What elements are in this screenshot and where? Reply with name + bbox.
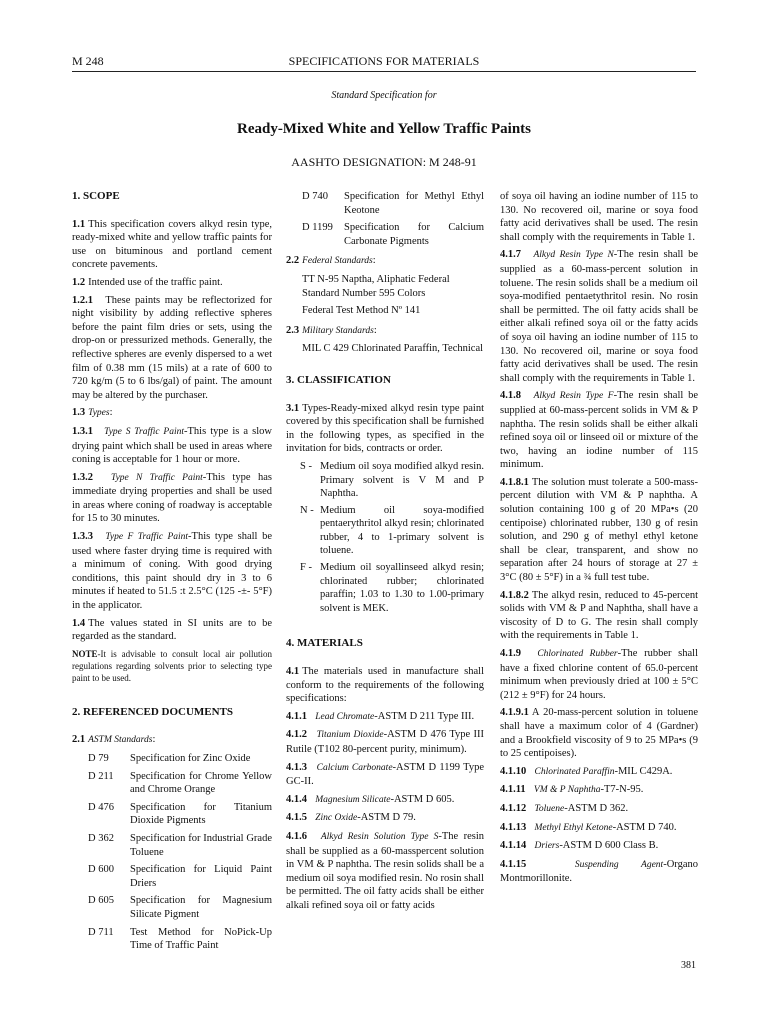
- reference-item: D 362 Specification for Industrial Grade Toluene: [88, 832, 272, 858]
- paragraph-4-1-5: 4.1.5 Zinc Oxide-ASTM D 79.: [286, 812, 416, 824]
- reference-item: D 211 Specification for Chrome Yellow and Chrome Orange: [88, 770, 272, 796]
- note: NOTE-It is advisable to consult local air pollution regulations regarding solvents prior to selecting type paint to be used.: [72, 648, 272, 683]
- header-rule: [72, 71, 696, 72]
- reference-item: D 740 Specification for Methyl Ethyl Keotone: [302, 191, 484, 216]
- reference-item: D 711 Test Method for NoPick-Up Time of Traffic Paint: [88, 926, 272, 952]
- paragraph-1-2: 1.2 Intended use of the traffic paint.: [72, 276, 223, 288]
- paragraph-4-1-2: 4.1.2 Titanium Dioxide-ASTM D 476 Type III Rutile (T102 80-percent purity, minimum).: [286, 729, 484, 755]
- paragraph-2-1: 2.1 ASTM Standards:: [72, 734, 156, 746]
- reference-item: D 79 Specification for Zinc Oxide: [88, 753, 251, 764]
- section-heading-referenced-documents: 2. REFERENCED DOCUMENTS: [72, 705, 234, 718]
- paragraph-4-1-1: 4.1.1 Lead Chromate-ASTM D 211 Type III.: [286, 710, 475, 722]
- paragraph-4-1-13: 4.1.13 Methyl Ethyl Ketone-ASTM D 740.: [500, 821, 677, 833]
- kicker-text: Standard Specification for: [331, 90, 437, 101]
- military-standards-list: [302, 342, 484, 356]
- column-3: [500, 190, 698, 890]
- section-heading-materials: 4. MATERIALS: [286, 637, 363, 650]
- paragraph-1-1: 1.1 This specification covers alkyd resin type, ready-mixed white and yellow traffic paints for use on bituminous and portland cement concrete pavements.: [72, 218, 272, 271]
- reference-item: D 1199 Specification for Calcium Carbonate Pigments: [302, 222, 484, 247]
- standard-code: M 248: [72, 54, 104, 68]
- type-item: N - Medium oil soya-modified pentaerythritol alkyd resin; chlorinated rubber, 4 to 1-primary solvent is toluene.: [300, 504, 484, 557]
- document-title: Ready-Mixed White and Yellow Traffic Paints: [236, 121, 532, 137]
- paragraph-4-1-8: 4.1.8 Alkyd Resin Type F-The resin shall be supplied at 60-mass-percent solids in VM & P naphtha. The resin solids shall be either alkali refined soya oil or linseed oil or mixture of the two, having an iodine number of 115 minimum.: [500, 390, 699, 471]
- running-title: SPECIFICATIONS FOR MATERIALS: [288, 54, 480, 68]
- paragraph-4-1: 4.1 The materials used in manufacture shall conform to the requirements of the following specifications:: [286, 666, 484, 705]
- column-1: [72, 190, 272, 959]
- paragraph-4-1-9-1: 4.1.9.1 A 20-mass-percent solution in toluene shall have a maximum color of 4 (Gardner) and a Brookfield viscosity of 9 to 25 MPa•s (9 to 25 centipoises).: [500, 707, 698, 760]
- paragraph-continued: of soya oil having an iodine number of 115 to 130. No recovered oil, marine or soya food fatty acid derivatives shall be used. The resin shall comply with the requirements in Table 1.: [500, 191, 698, 243]
- paragraph-3-1: 3.1 Types-Ready-mixed alkyd resin type paint covered by this specification shall be furnished in the following types, as specified in the invitation for bids, contracts or order.: [286, 402, 484, 455]
- paragraph-4-1-8-1: 4.1.8.1 The solution must tolerate a 500-mass-percent dilution with VM & P naphtha. A solution containing 100 g of 20 MPa•s (20 centipoise) chlorinated rubber, 130 g of resin solution, and 290 g of methyl ethyl ketone shall be clear, transparent, and show no separation after 24 hours of storage at 27 ± 3°C (80 ± 5°F) in a ¾ full test tube.: [500, 476, 698, 584]
- paragraph-4-1-10: 4.1.10 Chlorinated Paraffin-MIL C429A.: [500, 765, 673, 777]
- paragraph-1-3: 1.3 Types:: [72, 407, 113, 419]
- paragraph-1-4: 1.4 The values stated in SI units are to be regarded as the standard.: [72, 617, 272, 643]
- paragraph-4-1-8-2: 4.1.8.2 The alkyd resin, reduced to 45-percent solids with VM & P and Naphtha, shall have a viscosity of D to G. The resin shall comply with the requirements in Table 1.: [500, 589, 698, 642]
- paint-types-list: [300, 460, 484, 616]
- reference-item: D 605 Specification for Magnesium Silicate Pigment: [88, 895, 272, 920]
- paragraph-1-3-2: 1.3.2 Type N Traffic Paint-This type has immediate drying properties and shall be used in areas where coning of roadway is acceptable for 15 to 30 minutes.: [72, 471, 272, 525]
- paragraph-1-2-1: 1.2.1 These paints may be reflectorized for night visibility by adding reflective spheres before the paint film dries or sets, using the drop-on or pressurized methods. Generally, the reflective spheres are evenly dispersed to a wet film of 0.38 mm (15 mils) at a rate of 600 to 720 kg/m (5 to 6 lbs/gal) of paint. The amount may be altered by the purchaser.: [72, 294, 272, 401]
- section-heading-classification: 3. CLASSIFICATION: [286, 373, 391, 386]
- column-2: [286, 190, 484, 917]
- reference-item: D 476 Specification for Titanium Dioxide Pigments: [88, 801, 272, 827]
- paragraph-4-1-15: 4.1.15 Suspending Agent-Organo Montmorillonite.: [500, 858, 698, 885]
- federal-standard-item: Federal Test Method Nº 141: [302, 305, 421, 317]
- paragraph-4-1-14: 4.1.14 Driers-ASTM D 600 Class B.: [500, 840, 659, 852]
- paragraph-1-3-3: 1.3.3 Type F Traffic Paint-This type shall be used where faster drying time is required with a minimum of coning. With good drying conditions, this paint should dry in 3 to 6 minutes if heated to 51.5 :t 2.5°C (125 -±- 5°F) in the applicator.: [72, 531, 273, 612]
- astm-standards-list: [88, 752, 272, 953]
- paragraph-1-3-1: 1.3.1 Type S Traffic Paint-This type is a slow drying paint which shall be used in areas where coning is acceptable for 1 hour or more.: [72, 425, 272, 466]
- paragraph-4-1-9: 4.1.9 Chlorinated Rubber-The rubber shall have a fixed chlorine content of 65.0-percent minimum when previously dried at 100 ± 5°C (212 ± 9°F) for 24 hours.: [500, 648, 698, 701]
- reference-item: D 600 Specification for Liquid Paint Driers: [88, 864, 272, 889]
- paragraph-4-1-12: 4.1.12 Toluene-ASTM D 362.: [500, 802, 629, 814]
- paragraph-4-1-3: 4.1.3 Calcium Carbonate-ASTM D 1199 Type GC-II.: [286, 761, 485, 788]
- paragraph-4-1-6: 4.1.6 Alkyd Resin Solution Type S-The resin shall be supplied as a 60-masspercent solution in VM & P naphtha. The resin solids shall be a medium oil soya modified resin. No rosin shall be permitted. The oil fatty acids shall be either alkali refined soya oil or fatty acids: [286, 830, 484, 911]
- paragraph-4-1-7: 4.1.7 Alkyd Resin Type N-The resin shall be supplied as a 60-mass-percent solution in toluene. The resin solids shall be a medium oil soya-modified pentaetythritol resin. No rosin shall be permitted. The oil fatty acids shall be either alkali refined soya oil or the fatty acids of soya oil having an iodine number of 115 to 130. No recovered oil, marine or soya food fatty acid derivatives shall be used. The resin shall comply with the requirements in Table 1.: [500, 249, 698, 384]
- section-heading-scope: 1. SCOPE: [72, 190, 120, 202]
- page-number: 381: [681, 960, 696, 971]
- designation: AASHTO DESIGNATION: M 248-91: [291, 155, 477, 169]
- federal-standard-item: TT N-95 Naptha, Aliphatic Federal Standard Number 595 Colors: [302, 273, 450, 299]
- paragraph-2-3: 2.3 Military Standards:: [286, 324, 377, 336]
- type-item: F - Medium oil soyallinseed alkyd resin; chlorinated rubber; chlorinated paraffin; 1.03 to 1.30 to 1.00-primary solvent is MEK.: [300, 562, 484, 614]
- military-standard-item: MIL C 429 Chlorinated Paraffin, Technical: [302, 343, 484, 355]
- paragraph-4-1-4: 4.1.4 Magnesium Silicate-ASTM D 605.: [286, 793, 455, 805]
- federal-standards-list: [302, 273, 484, 318]
- astm-standards-list-continued: [302, 190, 484, 248]
- paragraph-2-2: 2.2 Federal Standards:: [286, 255, 376, 267]
- type-item: S - Medium oil soya modified alkyd resin. Primary solvent is V M and P Naphtha.: [300, 460, 484, 500]
- paragraph-4-1-11: 4.1.11 VM & P Naphtha-T7-N-95.: [500, 784, 644, 796]
